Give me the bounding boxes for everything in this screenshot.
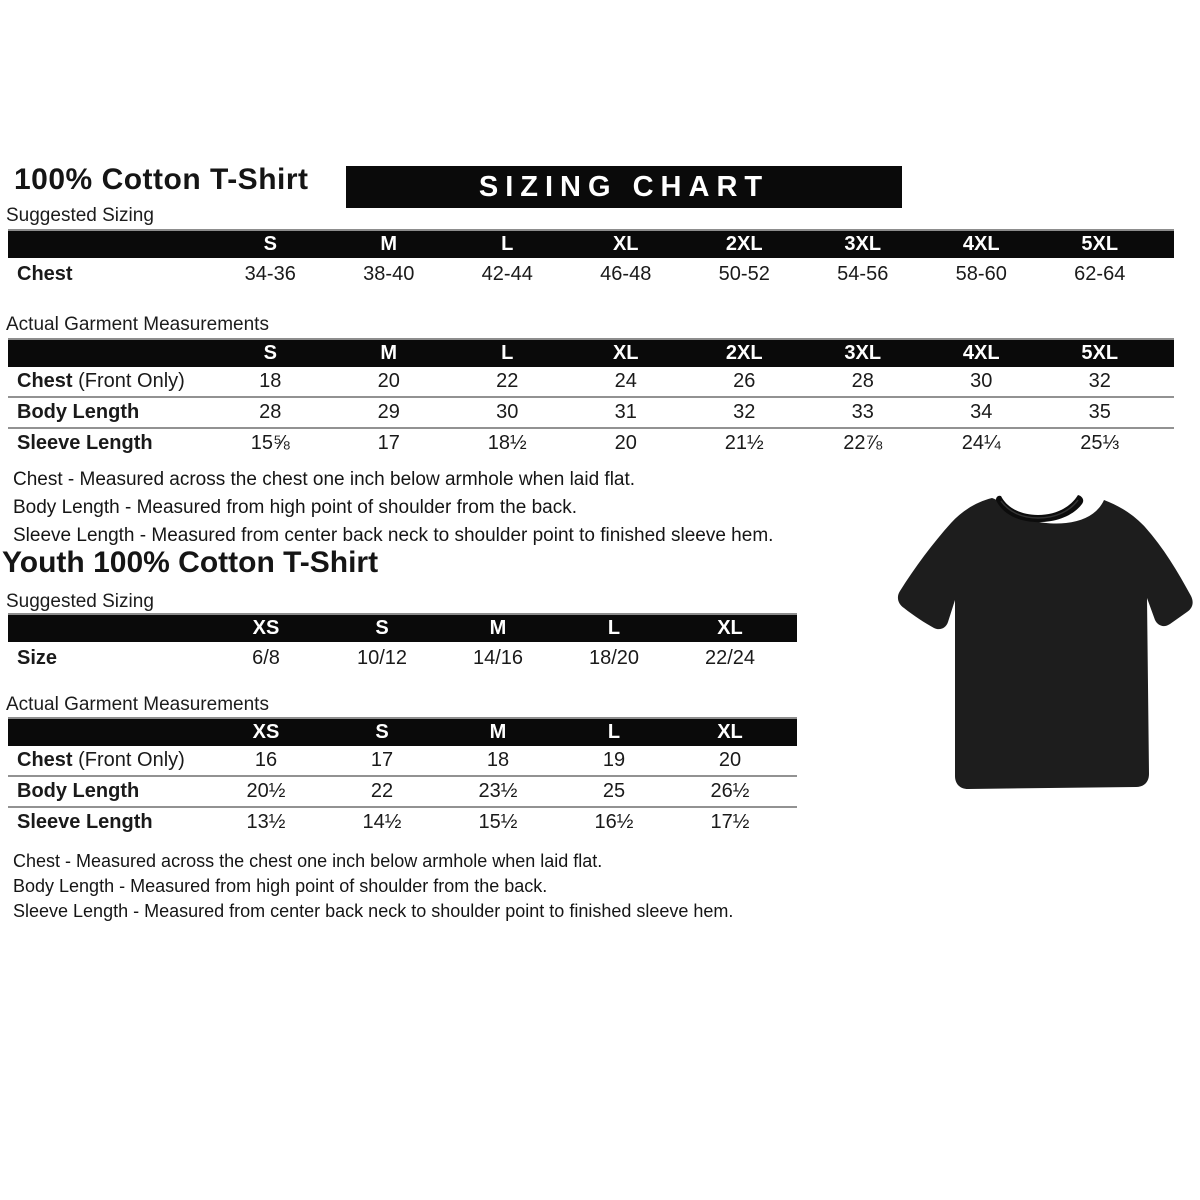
size-value-cell: 20 xyxy=(330,367,449,397)
table-row xyxy=(8,367,1174,397)
size-column-header: 2XL xyxy=(685,230,804,258)
note-chest: Chest - Measured across the chest one inch below armhole when laid flat. xyxy=(13,469,636,490)
size-column-header: 4XL xyxy=(922,230,1041,258)
table-row xyxy=(8,258,1174,291)
size-value-cell: 26½ xyxy=(672,776,788,807)
youth-section-title: Youth 100% Cotton T-Shirt xyxy=(2,546,379,579)
tshirt-body xyxy=(898,498,1193,789)
youth-garment-measurements-label: Actual Garment Measurements xyxy=(6,694,269,715)
size-value-cell: 30 xyxy=(922,367,1041,397)
size-value-cell: 32 xyxy=(1041,367,1160,397)
tshirt-photo xyxy=(892,468,1198,804)
row-label: Chest (Front Only) xyxy=(8,746,208,776)
size-value-cell: 34 xyxy=(922,397,1041,428)
size-value-cell: 31 xyxy=(567,397,686,428)
adult-suggested-sizing-table xyxy=(8,229,1174,291)
size-column-header: S xyxy=(324,614,440,642)
size-value-cell: 29 xyxy=(330,397,449,428)
size-value-cell: 17 xyxy=(377,432,400,454)
size-value-cell: 62-64 xyxy=(1074,263,1126,285)
table-spacer-cell xyxy=(788,807,797,837)
table-spacer-cell xyxy=(788,746,797,776)
size-value-cell: 32 xyxy=(685,397,804,428)
size-value-cell: 38-40 xyxy=(363,263,415,285)
size-column-header: L xyxy=(556,718,672,746)
size-column-header: M xyxy=(440,718,556,746)
size-column-header: XS xyxy=(208,718,324,746)
size-value-cell: 16 xyxy=(208,746,324,776)
size-value-cell: 23½ xyxy=(440,776,556,807)
table-spacer-cell xyxy=(1159,428,1174,458)
size-value-cell: 58-60 xyxy=(955,263,1007,285)
size-value-cell: 34-36 xyxy=(244,263,296,285)
size-value-cell: 54-56 xyxy=(837,263,889,285)
row-label: Sleeve Length xyxy=(17,811,153,833)
youth-garment-measurements-table xyxy=(8,717,797,837)
table-spacer-cell xyxy=(1159,258,1174,291)
black-tshirt-graphic xyxy=(892,468,1198,804)
table-spacer-cell xyxy=(788,614,797,642)
size-value-cell: 28 xyxy=(211,397,330,428)
size-value-cell: 35 xyxy=(1041,397,1160,428)
size-column-header: L xyxy=(448,339,567,367)
size-column-header: XS xyxy=(208,614,324,642)
table-spacer-cell xyxy=(1159,367,1174,397)
note-sleeve-length: Sleeve Length - Measured from center back neck to shoulder point to finished sleeve hem. xyxy=(13,901,734,921)
size-value-cell: 26 xyxy=(685,367,804,397)
size-value-cell: 20 xyxy=(672,746,788,776)
size-value-cell: 6/8 xyxy=(252,647,280,669)
size-value-cell: 17½ xyxy=(710,811,750,833)
size-table xyxy=(8,717,797,837)
size-value-cell: 20 xyxy=(614,432,637,454)
size-column-header: S xyxy=(211,230,330,258)
note-sleeve-length: Sleeve Length - Measured from center back neck to shoulder point to finished sleeve hem. xyxy=(13,525,774,546)
size-column-header: 2XL xyxy=(685,339,804,367)
table-row xyxy=(8,807,797,837)
size-value-cell: 18/20 xyxy=(588,647,640,669)
size-column-header: S xyxy=(211,339,330,367)
row-label: Body Length xyxy=(8,776,208,807)
size-value-cell: 30 xyxy=(448,397,567,428)
size-column-header: XL xyxy=(672,718,788,746)
size-value-cell: 15⅝ xyxy=(250,432,290,454)
size-value-cell: 18½ xyxy=(487,432,527,454)
size-value-cell: 18 xyxy=(211,367,330,397)
size-column-header: L xyxy=(448,230,567,258)
size-table xyxy=(8,338,1174,458)
size-column-header: M xyxy=(330,339,449,367)
size-value-cell: 24 xyxy=(567,367,686,397)
size-column-header: 3XL xyxy=(804,230,923,258)
size-column-header: 5XL xyxy=(1041,230,1160,258)
row-label: Size xyxy=(17,647,58,669)
size-value-cell: 14/16 xyxy=(472,647,524,669)
youth-suggested-sizing-table xyxy=(8,613,797,675)
table-row xyxy=(8,776,797,807)
size-value-cell: 10/12 xyxy=(356,647,408,669)
size-column-header: M xyxy=(440,614,556,642)
size-value-cell: 21½ xyxy=(724,432,764,454)
table-spacer-cell xyxy=(1159,339,1174,367)
youth-measurement-notes xyxy=(13,849,733,924)
table-spacer-cell xyxy=(788,718,797,746)
size-value-cell: 24¼ xyxy=(961,432,1001,454)
size-value-cell: 33 xyxy=(804,397,923,428)
youth-suggested-sizing-label: Suggested Sizing xyxy=(6,591,154,612)
size-value-cell: 13½ xyxy=(246,811,286,833)
size-column-header: S xyxy=(324,718,440,746)
table-spacer-cell xyxy=(788,776,797,807)
size-table xyxy=(8,229,1174,291)
size-value-cell: 14½ xyxy=(362,811,402,833)
size-value-cell: 22 xyxy=(324,776,440,807)
size-column-header: XL xyxy=(567,230,686,258)
table-row xyxy=(8,397,1174,428)
size-column-header: M xyxy=(330,230,449,258)
size-value-cell: 22⅞ xyxy=(843,432,883,454)
table-corner-cell xyxy=(8,718,208,746)
size-table xyxy=(8,613,797,675)
size-column-header: 3XL xyxy=(804,339,923,367)
size-column-header: 4XL xyxy=(922,339,1041,367)
row-label: Body Length xyxy=(8,397,211,428)
table-spacer-cell xyxy=(788,642,797,675)
size-column-header: XL xyxy=(672,614,788,642)
size-value-cell: 19 xyxy=(556,746,672,776)
size-value-cell: 42-44 xyxy=(481,263,533,285)
sizing-chart-banner-label: SIZING CHART xyxy=(478,170,770,203)
table-row xyxy=(8,746,797,776)
adult-garment-measurements-table xyxy=(8,338,1174,458)
size-value-cell: 16½ xyxy=(594,811,634,833)
size-value-cell: 17 xyxy=(324,746,440,776)
table-corner-cell xyxy=(8,614,208,642)
note-body-length: Body Length - Measured from high point of shoulder from the back. xyxy=(13,497,577,518)
size-column-header: 5XL xyxy=(1041,339,1160,367)
size-value-cell: 20½ xyxy=(208,776,324,807)
table-spacer-cell xyxy=(1159,230,1174,258)
note-body-length: Body Length - Measured from high point of shoulder from the back. xyxy=(13,876,548,896)
adult-garment-measurements-label: Actual Garment Measurements xyxy=(6,314,269,335)
note-chest: Chest - Measured across the chest one inch below armhole when laid flat. xyxy=(13,851,603,871)
row-label: Chest (Front Only) xyxy=(8,367,211,397)
table-corner-cell xyxy=(8,230,211,258)
adult-suggested-sizing-label: Suggested Sizing xyxy=(6,205,154,226)
row-label: Sleeve Length xyxy=(17,432,153,454)
size-value-cell: 50-52 xyxy=(718,263,770,285)
size-value-cell: 25⅓ xyxy=(1080,432,1120,454)
size-value-cell: 46-48 xyxy=(600,263,652,285)
table-spacer-cell xyxy=(1159,397,1174,428)
size-value-cell: 28 xyxy=(804,367,923,397)
size-value-cell: 25 xyxy=(556,776,672,807)
size-column-header: L xyxy=(556,614,672,642)
table-row xyxy=(8,428,1174,458)
size-column-header: XL xyxy=(567,339,686,367)
table-corner-cell xyxy=(8,339,211,367)
page-title: 100% Cotton T-Shirt xyxy=(14,163,309,196)
size-value-cell: 22/24 xyxy=(704,647,756,669)
size-value-cell: 15½ xyxy=(478,811,518,833)
size-value-cell: 18 xyxy=(440,746,556,776)
row-label: Chest xyxy=(17,263,73,285)
adult-measurement-notes xyxy=(13,466,773,550)
size-value-cell: 22 xyxy=(448,367,567,397)
sizing-chart-banner xyxy=(346,166,902,208)
table-row xyxy=(8,642,797,675)
